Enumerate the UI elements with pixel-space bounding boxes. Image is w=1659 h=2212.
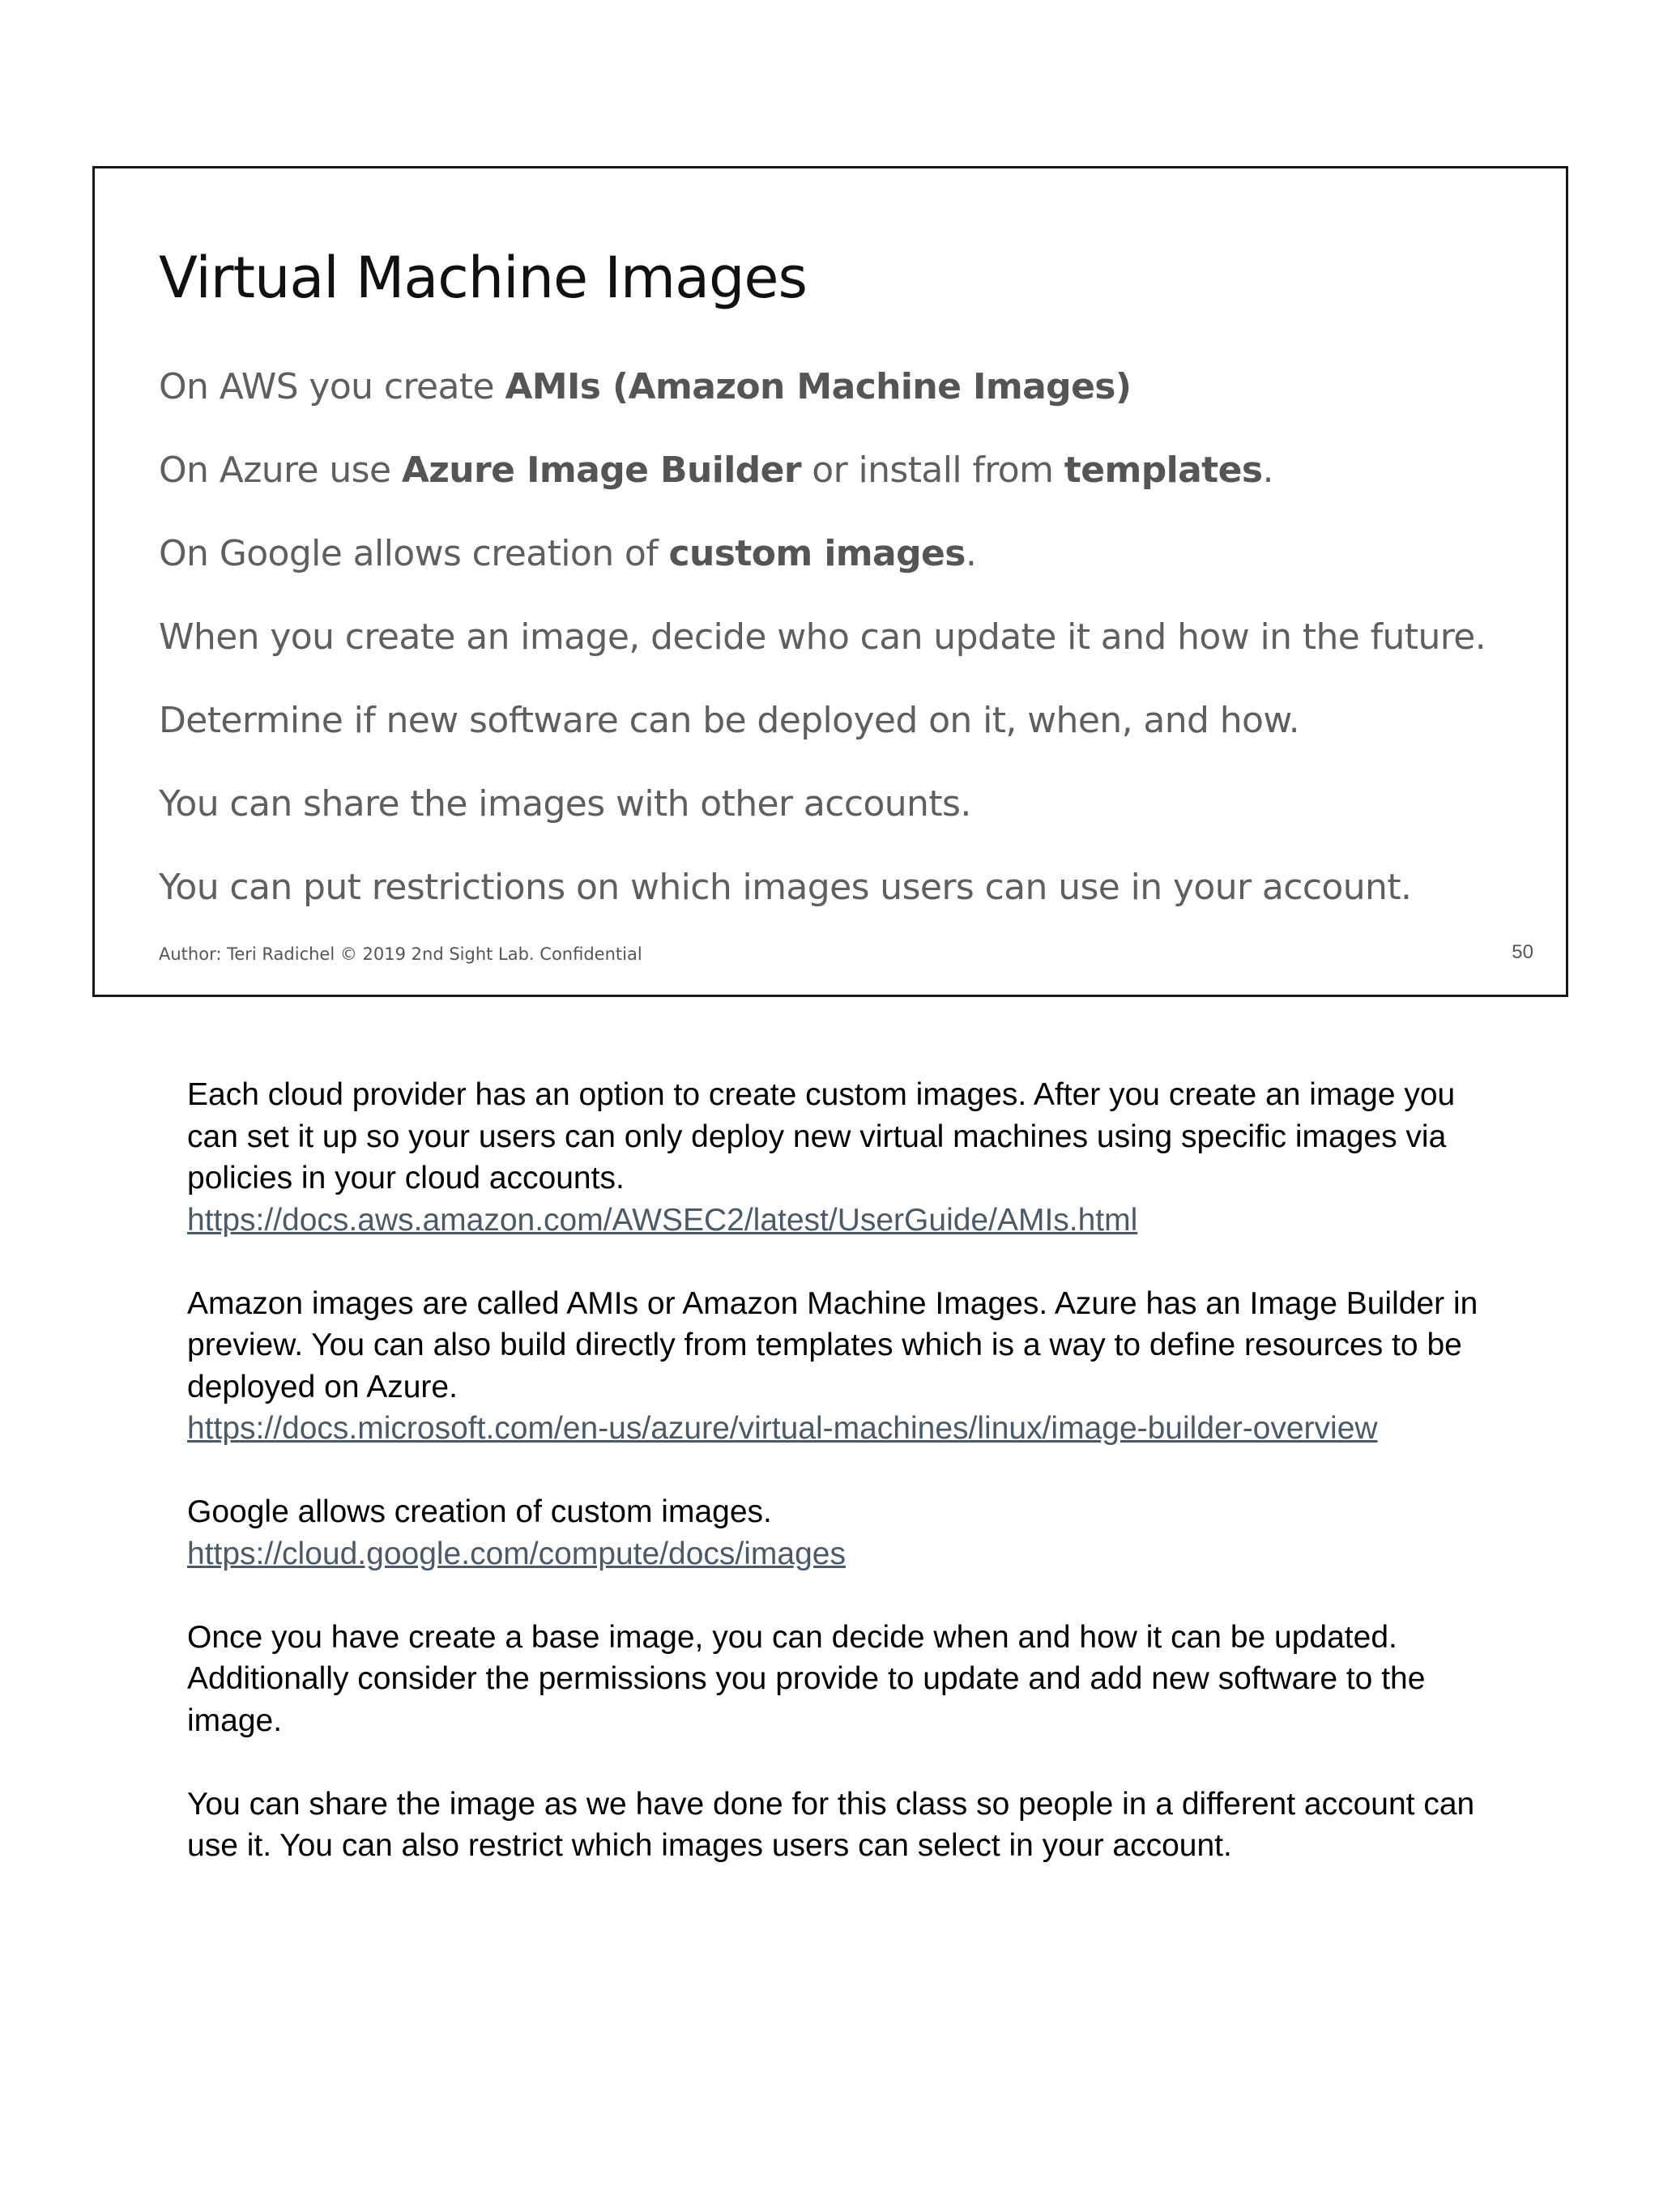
reference-link[interactable]: https://docs.aws.amazon.com/AWSEC2/latest/UserGuide/AMIs.html xyxy=(187,1202,1138,1238)
bullet-text: . xyxy=(965,533,977,574)
slide-title: Virtual Machine Images xyxy=(159,245,807,311)
notes-text: You can share the image as we have done for this class so people in a different account can use it. You can also restrict which images users can select in your account. xyxy=(187,1786,1475,1863)
bullet-text: You can put restrictions on which images users can use in your account. xyxy=(159,867,1412,908)
slide-bullet xyxy=(159,533,1486,616)
bullet-text: Determine if new software can be deployed on it, when, and how. xyxy=(159,700,1300,741)
notes-paragraph xyxy=(187,1784,1499,1867)
slide-footer-author: Author: Teri Radichel © 2019 2nd Sight Lab. Confidential xyxy=(159,944,642,964)
notes-text: Once you have create a base image, you can decide when and how it can be updated. Additionally consider the permissions you provide to update and add new software to the image. xyxy=(187,1619,1426,1738)
slide-bullet xyxy=(159,366,1486,450)
bullet-emphasis: templates xyxy=(1064,450,1263,491)
bullet-emphasis: AMIs (Amazon Machine Images) xyxy=(505,366,1132,407)
reference-link[interactable]: https://cloud.google.com/compute/docs/images xyxy=(187,1536,846,1571)
notes-text: Amazon images are called AMIs or Amazon Machine Images. Azure has an Image Builder in preview. You can also build directly from templates which is a way to define resources to be deployed on Azure. xyxy=(187,1285,1478,1404)
bullet-text: On Azure use xyxy=(159,450,402,491)
notes-text: Each cloud provider has an option to create custom images. After you create an image you can set it up so your users can only deploy new virtual machines using specific images via policies in your cloud accounts. xyxy=(187,1077,1456,1196)
notes-paragraph xyxy=(187,1617,1499,1742)
bullet-emphasis: Azure Image Builder xyxy=(401,450,801,491)
bullet-text: or install from xyxy=(800,450,1064,491)
bullet-text: . xyxy=(1262,450,1273,491)
reference-link[interactable]: https://docs.microsoft.com/en-us/azure/virtual-machines/linux/image-builder-overview xyxy=(187,1411,1378,1446)
slide-bullet xyxy=(159,450,1486,533)
slide-bullet xyxy=(159,783,1486,867)
bullet-text: When you create an image, decide who can update it and how in the future. xyxy=(159,616,1486,658)
slide-bullet xyxy=(159,867,1486,950)
notes-text: Google allows creation of custom images. xyxy=(187,1494,772,1529)
notes-paragraph xyxy=(187,1074,1499,1241)
notes-paragraph xyxy=(187,1491,1499,1575)
notes-paragraph xyxy=(187,1283,1499,1450)
slide-bullet xyxy=(159,700,1486,783)
bullet-text: You can share the images with other accounts. xyxy=(159,783,971,825)
bullet-text: On AWS you create xyxy=(159,366,505,407)
bullet-emphasis: custom images xyxy=(668,533,966,574)
bullet-text: On Google allows creation of xyxy=(159,533,669,574)
slide-bullet xyxy=(159,616,1486,700)
slide-frame xyxy=(92,166,1568,997)
slide-page-number: 50 xyxy=(1512,941,1533,963)
speaker-notes xyxy=(187,1074,1499,1908)
slide-bullet-list xyxy=(159,366,1486,950)
